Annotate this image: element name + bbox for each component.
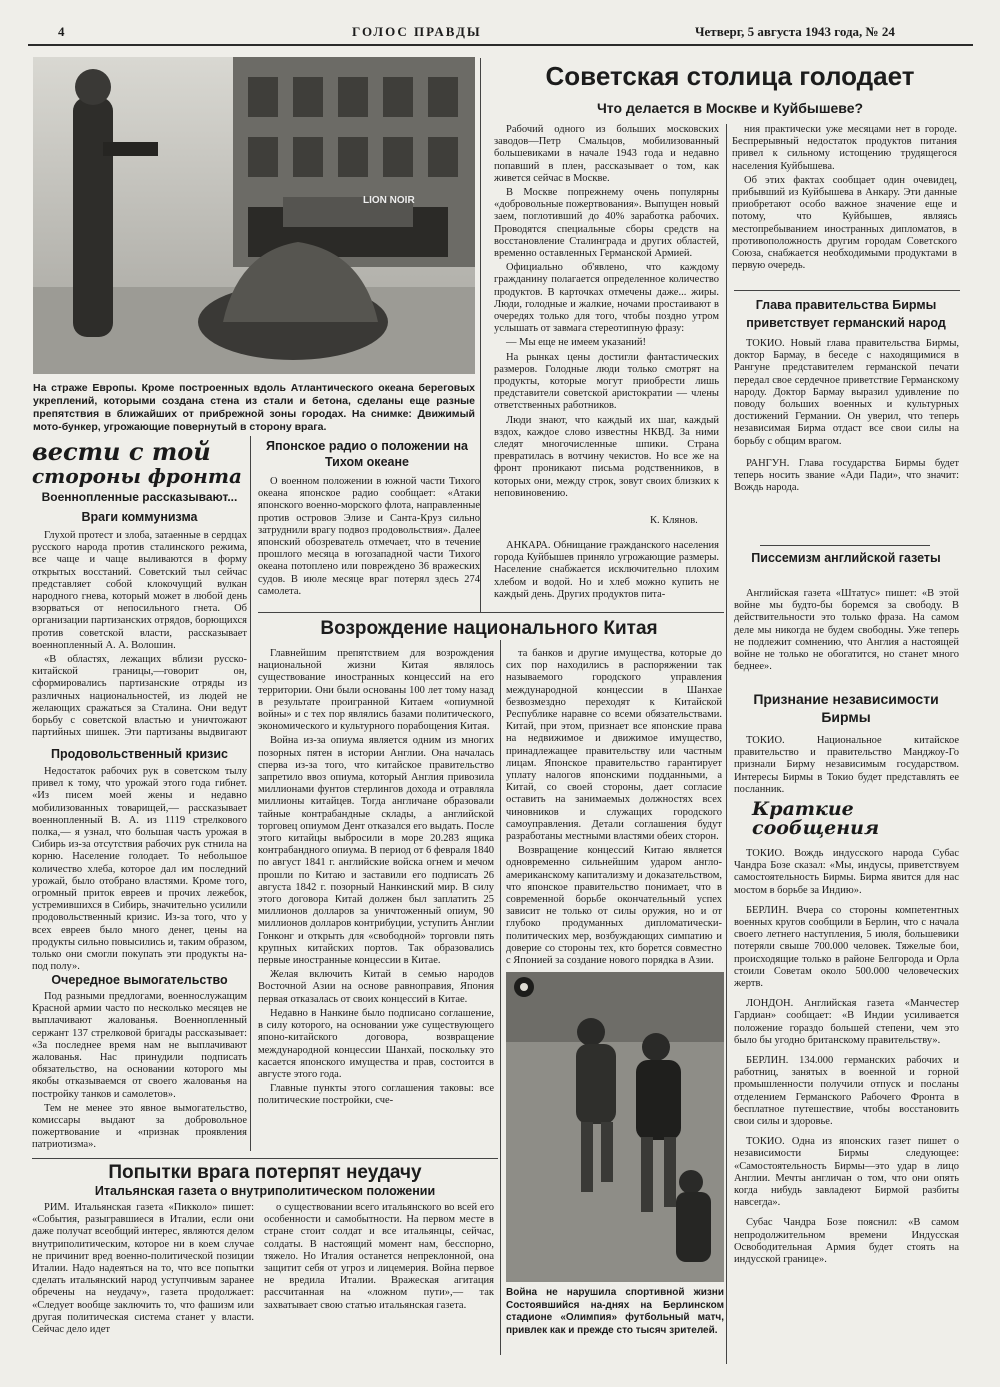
photo-caption-sport: Война не нарушила спортивной жизни Состоявшийся на-днях на Берлинском стадионе «Олимпия» футбольный матч, привлек как и прежде сто тысяч зрителей. xyxy=(506,1287,724,1336)
section-rule xyxy=(258,612,724,613)
issue-info: Четверг, 5 августа 1943 года, № 24 xyxy=(695,24,895,39)
column-rule xyxy=(726,124,727,1364)
main-article-ankara: АНКАРА. Обнищание гражданского населения города Куйбышев приняло угрожающие размеры. Население снабжается исключительно плохим хлебом и водой. Но и хлеб можно купить не каждый день. Других продуктов пита- xyxy=(494,540,719,600)
main-article-signature: К. Клянов. xyxy=(650,515,698,526)
brief-news-body: ТОКИО. Вождь индусского народа Субас Чандра Бозе сказал: «Мы, индусы, приветствуем самостоятельность Бирмы. Бирма явится для нас мостом в борьбе за Индию». БЕРЛИН. Вчера со стороны компетентных военных кругов сообщили в Берлин, что с начала своего летнего наступления, 5 июля, большевики потеряли свыше 700.000 человек. Тяжелые бои, происходящие только в районе Белгорода и Орла стоили Советам около 500.000 человеческих жертв. ЛОНДОН. Английская газета «Манчестер Гардиан» сообщает: «В Индии усиливается положение гораздо большей степени, чем это было бы угодно британскому правительству». БЕРЛИН. 134.000 германских рабочих и работниц, занятых в военной и горной промышленности получили отпуск и посланы отделением Германского Рабочего Фронта в бесплатное путешествие, чтобы восстановить свои силы и здоровье. ТОКИО. Одна из японских газет пишет о независимости Бирмы следующее: «Самостоятельность Бирмы—это удар в лицо Англии. Мечты англичан о том, что они опять когда нибудь завладеют Бирмой разбиты навсегда». Субас Чандра Бозе пояснил: «В самом непродолжительном времени Индусская Освободительная Армия будет стоять на индусской границе». xyxy=(734,848,959,1266)
section-rule xyxy=(734,290,960,291)
front-news-section2-title: Продовольственный кризис xyxy=(50,747,229,761)
italy-col1: РИМ. Итальянская газета «Пикколо» пишет: «События, разыгравшиеся в Италии, если они даже получат всеобщий интерес, являются делом внутриполитическим, которое ни в коем случае не причинит вред военно-политической позиции Италии. Надо надеяться на то, что все попытки сделать итальянский народ уступчивым заранее обречены на неудачу», газета продолжает: «Следует вообще заключить то, что фашизм или другая политическая система станет у власти. Сейчас дело идет xyxy=(32,1202,254,1336)
china-col2: та банков и другие имущества, которые до сих пор находились в распоряжении так называемого городского управления международной концессии в Шанхае безвозмездно переходят к Китайской Республике наравне со всеми обязательствами. Китай, при этом, признает все японские права на недвижимое и движимое имущество, принадлежащее правительству или частным лицам. Японское правительство гарантирует уплату налогов японскими подданными, а Китай, со своей стороны, дает согласие оставить на занимаемых должностях всех чиновников и служащих городского самоуправления. Детали соглашения будут разработаны местными властями обеих сторон. Возвращение концессий Китаю является одновременно сильнейшим ударом англо-американскому капитализму и доказательством, что японское правительство понимает, что в современной борьбе окончательный успех зависит не только от силы оружия, но и от глубоко продуманных дипломатически-политических мер, возбуждающих симпатию и доверие со стороны тех, кто борется совместно с Японией за создание нового порядка в Азии. xyxy=(506,648,722,967)
column-rule xyxy=(480,58,481,613)
china-title: Возрождение национального Китая xyxy=(320,618,658,639)
front-news-section1-body: Глухой протест и злоба, затаенные в сердцах русского народа против сталинского режима, все чаще и чаще выливаются в форму открытых восстаний. Советский тыл сейчас представляет собой клокочущий вулкан народного гнева, который может в любой день взорваться от непосильного гнета. Об организации партизанских отрядов, борющихся против советской власти, рассказывает военнопленный А. А. Волошин. «В областях, лежащих вблизи русско-китайской границы,—говорит он, сформировались партизанские отряды из различных национальностей, из людей не желающих сражаться за Сталина. Они ведут борьбу с советской властью и уничтожают партийных шишек. Эти партизаны выдвигают xyxy=(32,530,247,739)
pessimism-body: Английская газета «Штатус» пишет: «В этой войне мы будто-бы боремся за свободу. В действительности это только фраза. На самом деле мы никогда не будем свободны. Уже теперь не подлежит сомнению, что Англия а настоящей войне не только не обогатится, но станет много беднее». xyxy=(734,588,959,673)
section-rule xyxy=(760,545,930,546)
front-news-title: вести с той стороны фронта xyxy=(32,437,242,488)
section-rule xyxy=(32,1158,498,1159)
china-col1: Главнейшим препятствием для возрождения национальной жизни Китая являлось существование иностранных концессий на его территории. Они были основаны 100 лет тому назад в результате проигранной Китаем «опиумной войны» и с тех пор являлись базами политического, экономического и культурного порабощения Китая. Война из-за опиума является одним из многих позорных пятен в истории Англии. Она началась сперва из-за того, что китайское правительство запретило ввоз опиума, который Англия привозила миллионами фунтов стерлингов доходa и отравляла миллионы китайцев. Тогда англичане образовали тайные контрабандные склады, а английской торговец опиумом Дент отказался его выдать. После этого китайцы выбросили в море 20.283 ящика контрабандного опиума. В период от 6 февраля 1840 по август 1841 г. английские войска огнем и мечом прошли по Китаю и заставили его подписать 26 августа 1842 г. позорный Нанкинский мир. В силу этого договора Китай должен был заплатить 25 миллионов долларов за уничтоженный опиум, 90 миллионов долларов контрибуции, уступить Англии Гонконг и открыть для «свободной» торговли пять крупных китайских портов. Так образовались первые иностранные концессии в Китае. Желая включить Китай в семью народов Восточной Азии на основе равноправия, Япония первая отказалась от своих концессий в Китае. Недавно в Нанкине было подписано соглашение, в силу которого, на основании уже существующего японо-китайского договора, возвращение международной концессии Шанхай, поскольку это касается японского имущества и прав, состоится в августе этого года. Главные пункты этого соглашения таковы: все политические постройки, сче- xyxy=(258,648,494,1107)
newspaper-title: ГОЛОС ПРАВДЫ xyxy=(352,24,482,39)
photo-image xyxy=(33,57,475,374)
main-article-col1: Рабочий одного из больших московских заводов—Петр Смальцов, мобилизованный большевиками в начале 1943 года и недавно попавший в плен, рассказывает о том, как живется сейчас в Москве. В Москве попрежнему очень популярны «добровольные пожертвования». Выпущен новый заем, поглотивший до 40% заработка рабочих. Проводятся специальные сборы средств на восстановление Сталинграда и других областей, временно оставленных Германской Армией. Официально об'явлено, что каждому гражданину полагается определенное количество продуктов. В карточках отмечены даже... жиры. Люди, голодные и жалкие, ночами простаивают в очередях только для того, чтобы поздно утром услышать от завмага стереотипную фразу: — Мы еще не имеем указаний! На рынках цены достигли фантастических размеров. Голодные люди только смотрят на продукты, которые могут приобрести лишь представители советской аристократии — члены ответственных работников. Люди знают, что каждый их шаг, каждый вздох, каждое слово известны НКВД. За ними следят многочисленные шпики. Страна превратилась в вотчину чекистов. Но все же на фронт проникают письма родственников, в которых они, между строк, зовут своих близких к неповиновению. xyxy=(494,124,719,499)
recognition-title: Признание независимости Бирмы xyxy=(753,691,939,725)
photo-soldier-bunker xyxy=(33,57,475,374)
front-news-subtitle: Военнопленные рассказывают... xyxy=(41,490,238,504)
front-news-section3-body: Под разными предлогами, военнослужащим Красной армии часто по несколько месяцев не выплачивают жалованья. Военнопленный сержант 137 стрелковой бригады рассказывает: «За последнее время нам не выплачивают жалованья. Нас принудили подписать обязательство, на основании которого мы якобы отказываемся от своего жалованья на постройку танков и самолетов». Тем не менее это явное вымогательство, комиссары выдают за добровольное пожертвование и «признак проявления патриотизма». xyxy=(32,991,247,1151)
photo-football xyxy=(506,972,724,1282)
brief-news-title: Краткие сообщения xyxy=(752,798,880,839)
front-news-section3-title: Очередное вымогательство xyxy=(51,973,228,987)
burma-head-body: ТОКИО. Новый глава правительства Бирмы, доктор Бармау, в беседе с находящимися в Рангуне представителем германской печати передал свое сердечное приветствие Германскому народу. Доктор Бармау выразил удивление по поводу больших военных и культурных достижений Германии. Он уверил, что теперь независимая Бирма отдаст все свои силы на борьбу с общим врагом. РАНГУН. Глава государства Бирмы будет теперь носить звание «Ади Пади», что значит: Вождь народа. xyxy=(734,338,959,494)
recognition-body: ТОКИО. Национальное китайское правительство и правительство Манджоу-Го признали Бирму независимым государством. Интересы Бирмы в Токио будет представлять ее посланник. xyxy=(734,735,959,793)
column-rule xyxy=(500,640,501,1355)
main-article-col2: ния практически уже месяцами нет в городе. Беспрерывный недостаток продуктов питания привел к сильному истощению трудящегося населения Куйбышева. Об этих фактах сообщает один очевидец, прибывший из Куйбышева в Анкару. Эти данные приобретают особо важное значение еще и потому, что Куйбышев, являясь местопребыванием иностранных дипломатов, в противоположность другим городам Советского Союза, снабжается необходимыми продуктами в первую очередь. xyxy=(732,124,957,272)
front-news-section1-title: Враги коммунизма xyxy=(81,510,198,524)
japan-radio-body: О военном положении в южной части Тихого океана японское радио сообщает: «Атаки японского военно-морского флота, направленные против островов Элизе и Санта-Круз сильно затруднили врагу подвоз продовольствия». Далее японский обозреватель отмечает, что в течение прошлого месяца в югозападной части Тихого океана потоплено или повреждено 36 вражеских судов. В июле месяце враг потерял здесь 274 самолета. xyxy=(258,476,480,597)
front-news-section2-body: Недостаток рабочих рук в советском тылу привел к тому, что урожай этого года гибнет. «Из писем моей жены и недавно мобилизованных товарищей,— рассказывает военнопленный В. А. из 1119 стрелкового полка,— я узнал, что большая часть урожая в Сибирь из-за отсутствия рабочих рук стнила на корню. Население голодает. То небольшое количество хлеба, которое дал им последний урожай, было отобрано властями. Кроме того, огромный приток евреев и прочих лежебок, устремившихся в Сибирь, значительно усилили продовольственный кризис. Из-за того, что у всех евреев было много денег, цены на продукты сильно повысились и, таким образом, только они смогли покупать эти продукты на-под полу». xyxy=(32,766,247,971)
japan-radio-title: Японское радио о положении на Тихом океане xyxy=(266,439,468,469)
column-rule xyxy=(250,436,251,1151)
italy-subtitle: Итальянская газета о внутриполитическом положении xyxy=(94,1184,436,1198)
header-rule xyxy=(28,44,973,46)
page-number: 4 xyxy=(58,24,65,39)
main-article-title: Советская столица голодает xyxy=(545,61,915,91)
burma-head-title: Глава правительства Бирмы приветствует германский народ xyxy=(746,298,946,330)
pessimism-title: Писсемизм английской газеты xyxy=(751,551,941,565)
italy-title: Попытки врага потерпят неудачу xyxy=(108,1162,422,1183)
italy-col2: о существовании всего итальянского во всей его особенности и самобытности. На первом месте в стране стоит солдат и все итальянцы, сейчас, солдаты. В настоящий момент нам, бесспорно, тяжело. Но Италия останется непреклонной, она защитит себя от угроз и лицемерия. Война первое не вредила Италии. Вражеская агитация рассчитанная на «ложном пути»,— так захватывает свою статью итальянская газета. xyxy=(264,1202,494,1311)
photo-image xyxy=(506,972,724,1282)
main-article-subtitle: Что делается в Москве и Куйбышеве? xyxy=(596,100,864,116)
shop-sign: LION NOIR xyxy=(363,195,415,206)
photo-caption-top: На страже Европы. Кроме построенных вдоль Атлантического океана береговых укреплений, которыми создана стена из стали и бетона, сделаны еще разные препятствия в ближайших от прибрежной зоны городах. На снимке: Движимый мото-бункер, угрожающие повернутый в сторону врага. xyxy=(33,382,475,433)
